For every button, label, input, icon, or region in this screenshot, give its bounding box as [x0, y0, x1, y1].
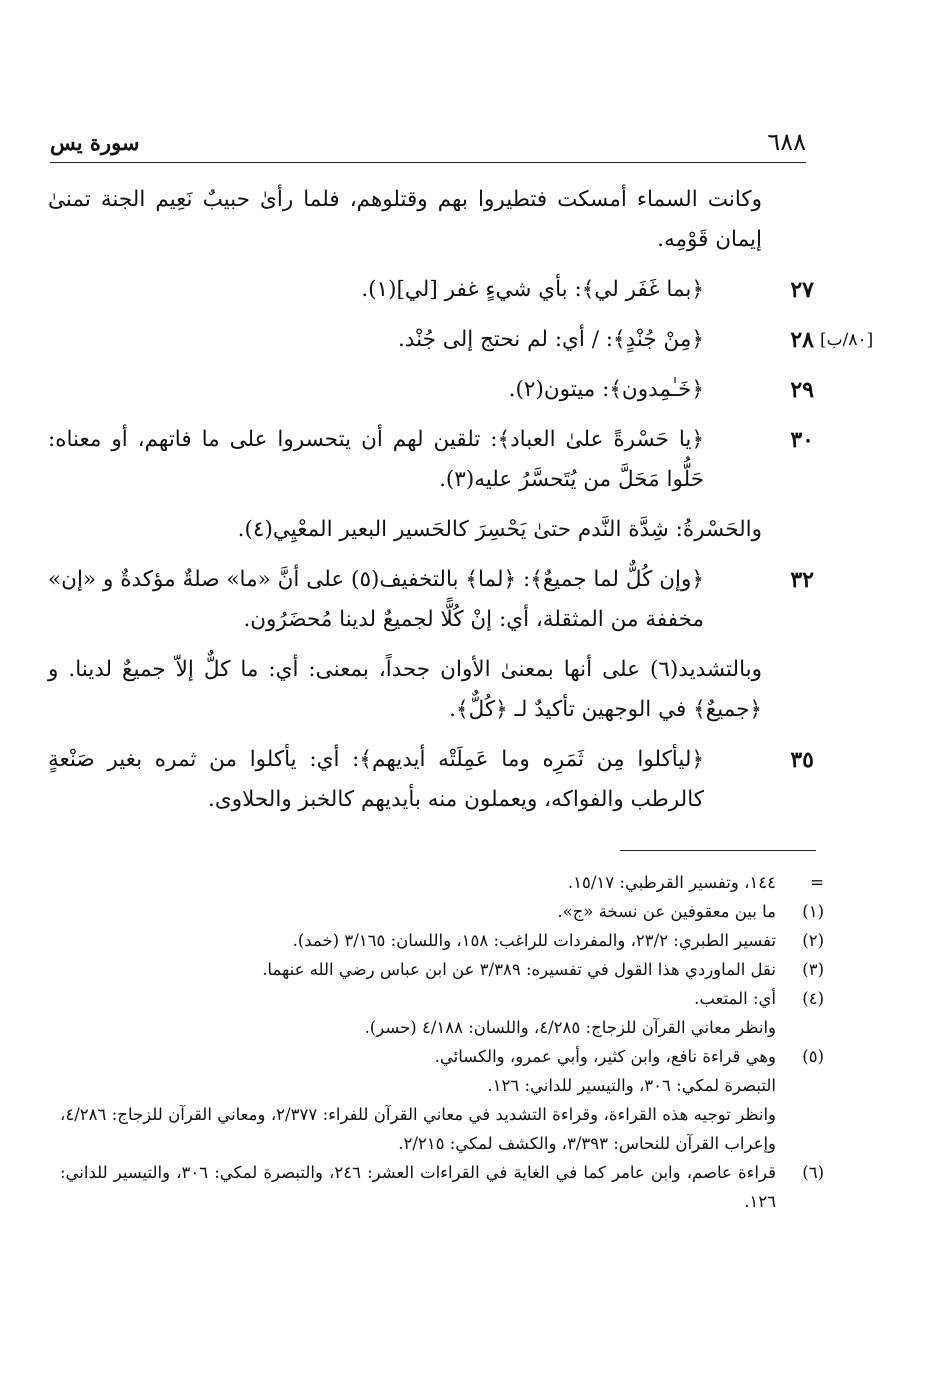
footnote-number: (٤): [802, 989, 824, 1008]
verse-entry: [48, 320, 814, 360]
footnote-text: ما بين معقوفين عن نسخة «ج».: [557, 902, 776, 921]
verse-entry: [48, 560, 814, 640]
footnote-text: وانظر توجيه هذه القراءة، وقراءة التشديد في معاني القرآن للفراء: ٢/٣٧٧، ومعاني القرآن للزجاج: ٤/٢٨٦، وإعراب القرآن للنحاس: ٣/٣٩٣، والكشف لمكي: ٢/٢١٥.: [60, 1105, 776, 1153]
footnotes: [60, 868, 824, 1216]
paragraph-text: وبالتشديد(٦) على أنها بمعنىٰ الأوان جحداً، بمعنى: أي: ما كلٌّ إلاّ جميعٌ لدينا. و ﴿جميعٌ﴾ في الوجهين تأكيدٌ لـ ﴿كُلٌّ﴾.: [48, 657, 762, 722]
footnote: [60, 868, 824, 897]
margin-reference: [٨٠/ب]: [820, 330, 874, 350]
footnote: [60, 955, 824, 984]
footnote-continuation: [60, 1100, 824, 1158]
footnote-number: (٣): [802, 960, 824, 979]
verse-number: ٣٢: [790, 567, 814, 593]
commentary-paragraph: [48, 180, 814, 260]
footnote-divider: [620, 850, 816, 851]
footnote-number: (٥): [802, 1047, 824, 1066]
footnote-text: تفسير الطبري: ٢٣/٢، والمفردات للراغب: ١٥٨، واللسان: ٣/١٦٥ (خمد).: [292, 931, 776, 950]
footnote: [60, 984, 824, 1013]
verse-number: ٢٨: [790, 327, 814, 353]
footnote-number: (١): [802, 902, 824, 921]
footnote-continuation: [60, 1071, 824, 1100]
commentary-body: [48, 180, 814, 830]
verse-commentary: ﴿مِنْ جُنْدٍ﴾: / أي: لم نحتج إلى جُنْد.: [398, 327, 704, 352]
verse-number: ٢٩: [790, 377, 814, 403]
verse-commentary: ﴿بما غَفَر لي﴾: بأي شيءٍ غفر [لي](١).: [361, 277, 704, 302]
page-number: ٦٨٨: [767, 128, 806, 156]
footnote-text: نقل الماوردي هذا القول في تفسيره: ٣/٣٨٩ عن ابن عباس رضي الله عنهما.: [262, 960, 776, 979]
footnote-number: (٦): [802, 1163, 824, 1182]
verse-entry: [48, 420, 814, 500]
footnote-text: وانظر معاني القرآن للزجاج: ٤/٢٨٥، واللسان: ٤/١٨٨ (حسر).: [364, 1018, 776, 1037]
footnote: [60, 897, 824, 926]
footnote-number: (٢): [802, 931, 824, 950]
verse-commentary: ﴿يا حَسْرةً علىٰ العباد﴾: تلقين لهم أن يتحسروا على ما فاتهم، أو معناه: حَلُّوا مَحَلَّ من يُتَحسَّرُ عليه(٣).: [48, 427, 704, 492]
paragraph-text: والحَسْرةُ: شِدَّة النَّدم حتىٰ يَحْسِرَ كالحَسير البعير المعْيِي(٤).: [237, 517, 762, 542]
footnote-number: =: [810, 873, 824, 892]
paragraph-text: وكانت السماء أمسكت فتطيروا بهم وقتلوهم، فلما رأىٰ حبيبٌ نَعِيم الجنة تمنىٰ إيمان قَوْمِه.: [48, 187, 762, 252]
surah-title: سورة يس: [50, 130, 140, 155]
footnote-continuation: [60, 1013, 824, 1042]
footnote-text: أي: المتعب.: [694, 989, 776, 1008]
commentary-paragraph: [48, 510, 814, 550]
verse-commentary: ﴿خَـٰمِدون﴾: ميتون(٢).: [508, 377, 704, 402]
footnote-text: ١٤٤، وتفسير القرطبي: ١٥/١٧.: [567, 873, 776, 892]
verse-number: ٣٠: [790, 427, 814, 453]
verse-number: ٣٥: [790, 747, 814, 773]
footnote-text: التبصرة لمكي: ٣٠٦، والتيسير للداني: ١٢٦.: [487, 1076, 776, 1095]
footnote-text: وهي قراءة نافع، وابن كثير، وأبي عمرو، والكسائي.: [434, 1047, 776, 1066]
footnote: [60, 926, 824, 955]
footnote: [60, 1158, 824, 1216]
verse-entry: [48, 740, 814, 820]
verse-commentary: ﴿وإن كُلٌّ لما جميعٌ﴾: ﴿لما﴾ بالتخفيف(٥) على أنَّ «ما» صلةٌ مؤكدةٌ و «إن» مخففة من المثقلة، أي: إنْ كُلًّا لجميعٌ لدينا مُحضَرُون.: [48, 567, 704, 632]
footnote-text: قراءة عاصم، وابن عامر كما في الغاية في القراءات العشر: ٢٤٦، والتبصرة لمكي: ٣٠٦، والتيسير للداني: ١٢٦.: [60, 1163, 776, 1211]
verse-number: ٢٧: [790, 277, 814, 303]
page-header: [50, 128, 806, 163]
verse-commentary: ﴿ليأكلوا مِن ثَمَرِه وما عَمِلَتْه أيديهم﴾: أي: يأكلوا من ثمره بغير صَنْعةٍ كالرطب والفواكه، ويعملون منه بأيديهم كالخبز والحلاوى.: [48, 747, 704, 812]
verse-entry: [48, 270, 814, 310]
footnote: [60, 1042, 824, 1071]
verse-entry: [48, 370, 814, 410]
commentary-paragraph: [48, 650, 814, 730]
